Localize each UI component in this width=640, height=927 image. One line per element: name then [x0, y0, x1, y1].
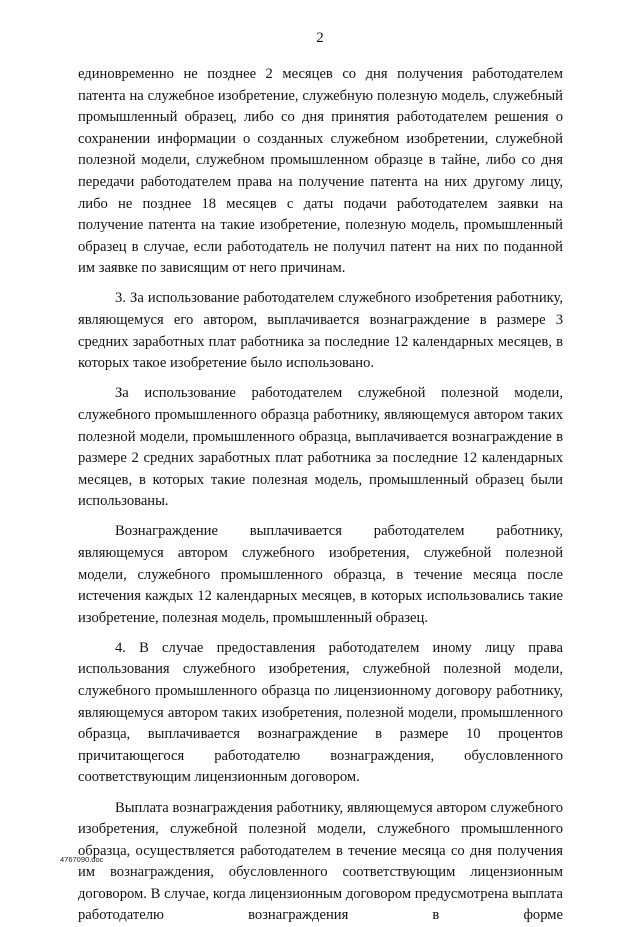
paragraph-license-reward-payment: Выплата вознаграждения работнику, являющемуся автором служебного изобретения, служебной полезной модели, служебного промышленного образца, осуществляется работодателем в течение месяца со дня получения им вознаграждения, обусловленного соответствующим лицензионным договором. В случае, когда лицензионным договором предусмотрена выплата работодателю вознаграждения в форме [78, 798, 563, 927]
paragraph-item-4: 4. В случае предоставления работодателем иному лицу права использования служебного изобретения, служебной полезной модели, служебного промышленного образца по лицензионному договору работнику, являющемуся автором таких изобретения, полезной модели, промышленного образца, выплачивается вознаграждение в размере 10 процентов причитающегося работодателю вознаграждения, обусловленного соответствующим лицензионным договором. [78, 638, 563, 789]
paragraph-reward-payment-term: Вознаграждение выплачивается работодателем работнику, являющемуся автором служебного изобретения, служебной полезной модели, служебного промышленного образца, в течение месяца после истечения каждых 12 календарных месяцев, в которых использовались такие изобретение, полезная модель, промышленный образец. [78, 521, 563, 629]
paragraph-continuation: единовременно не позднее 2 месяцев со дня получения работодателем патента на служебное изобретение, служебную полезную модель, служебный промышленный образец, либо со дня принятия работодателем решения о сохранении информации о созданных служебном изобретении, служебной полезной модели, служебном промышленном образце в тайне, либо со дня передачи работодателем права на получение патента на них другому лицу, либо не позднее 18 месяцев с даты подачи работодателем заявки на получение патента на такие изобретение, полезную модель, промышленный образец в случае, если работодатель не получил патент на них по поданной им заявке по зависящим от него причинам. [78, 64, 563, 280]
page-number: 2 [0, 30, 640, 47]
paragraph-item-3: 3. За использование работодателем служебного изобретения работнику, являющемуся его автором, выплачивается вознаграждение в размере 3 средних заработных плат работника за последние 12 календарных месяцев, в которых такое изобретение было использовано. [78, 288, 563, 374]
file-name-footer: 4767090.doc [60, 855, 103, 864]
paragraph-utility-model-reward: За использование работодателем служебной полезной модели, служебного промышленного образца работнику, являющемуся автором таких полезной модели, промышленного образца, выплачивается вознаграждение в размере 2 средних заработных плат работника за последние 12 календарных месяцев, в которых такие полезная модель, промышленный образец были использованы. [78, 383, 563, 513]
document-body [78, 64, 563, 927]
